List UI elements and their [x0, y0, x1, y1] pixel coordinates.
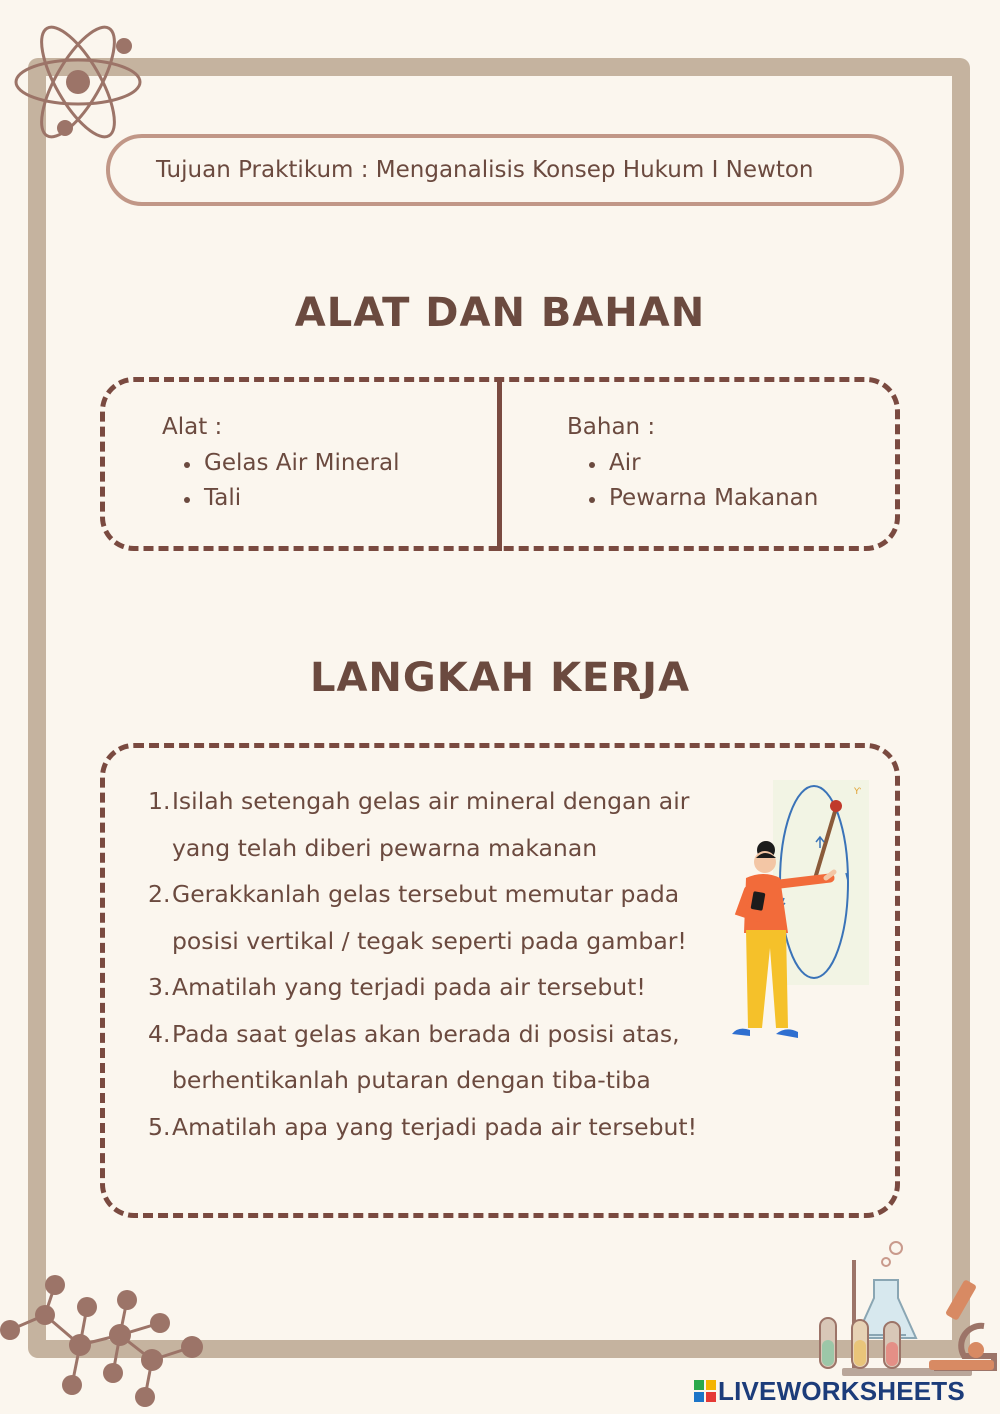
liveworksheets-text: LIVEWORKSHEETS [718, 1375, 965, 1406]
step-number: 1. [148, 787, 171, 815]
list-item: Gelas Air Mineral [204, 446, 400, 481]
step-text: Amatilah apa yang terjadi pada air tersebut! [172, 1112, 698, 1141]
step-line [148, 778, 728, 825]
liveworksheets-logo-icon [694, 1380, 716, 1402]
alat-label: Alat : [162, 414, 223, 440]
alat-column [162, 410, 400, 516]
steps-list [148, 778, 728, 1150]
step-text: Pada saat gelas akan berada di posisi atas, [172, 1019, 680, 1048]
tools-divider [497, 377, 502, 551]
step-number: 2. [148, 880, 171, 908]
list-item: Pewarna Makanan [609, 481, 818, 516]
step-number [148, 825, 172, 872]
molecule-icon [0, 1265, 215, 1410]
goal-text: Tujuan Praktikum : Menganalisis Konsep Hukum I Newton [156, 157, 814, 183]
step-number [148, 1057, 172, 1104]
step-line [148, 964, 728, 1011]
step-number: 4. [148, 1019, 171, 1048]
atom-icon [10, 20, 150, 145]
steps-heading: LANGKAH KERJA [309, 655, 691, 701]
svg-text:Ƴ: Ƴ [854, 787, 861, 797]
step-text: Isilah setengah gelas air mineral dengan air [172, 787, 690, 815]
step-line [148, 871, 728, 918]
bahan-column [567, 410, 818, 516]
step-line [148, 918, 728, 965]
step-number: 5. [148, 1112, 171, 1141]
list-item: Air [609, 446, 818, 481]
step-number [148, 918, 172, 965]
step-line [148, 1011, 728, 1058]
step-text: Amatilah yang terjadi pada air tersebut! [172, 973, 646, 1001]
step-text: posisi vertikal / tegak seperti pada gambar! [172, 926, 687, 955]
step-text: berhentikanlah putaran dengan tiba-tiba [172, 1066, 651, 1094]
alat-list [162, 446, 400, 516]
bahan-label: Bahan : [567, 414, 656, 440]
step-number: 3. [148, 973, 171, 1001]
step-line [148, 1104, 728, 1151]
step-line [148, 825, 728, 872]
step-line [148, 1057, 728, 1104]
teacher-illustration [718, 778, 873, 1050]
lab-equipment-icon [812, 1240, 997, 1380]
list-item: Tali [204, 481, 400, 516]
bahan-list [567, 446, 818, 516]
liveworksheets-brand [694, 1376, 965, 1406]
step-text: yang telah diberi pewarna makanan [172, 833, 598, 862]
step-text: Gerakkanlah gelas tersebut memutar pada [172, 880, 680, 908]
tools-heading: ALAT DAN BAHAN [294, 290, 706, 336]
goal-banner [106, 134, 904, 206]
